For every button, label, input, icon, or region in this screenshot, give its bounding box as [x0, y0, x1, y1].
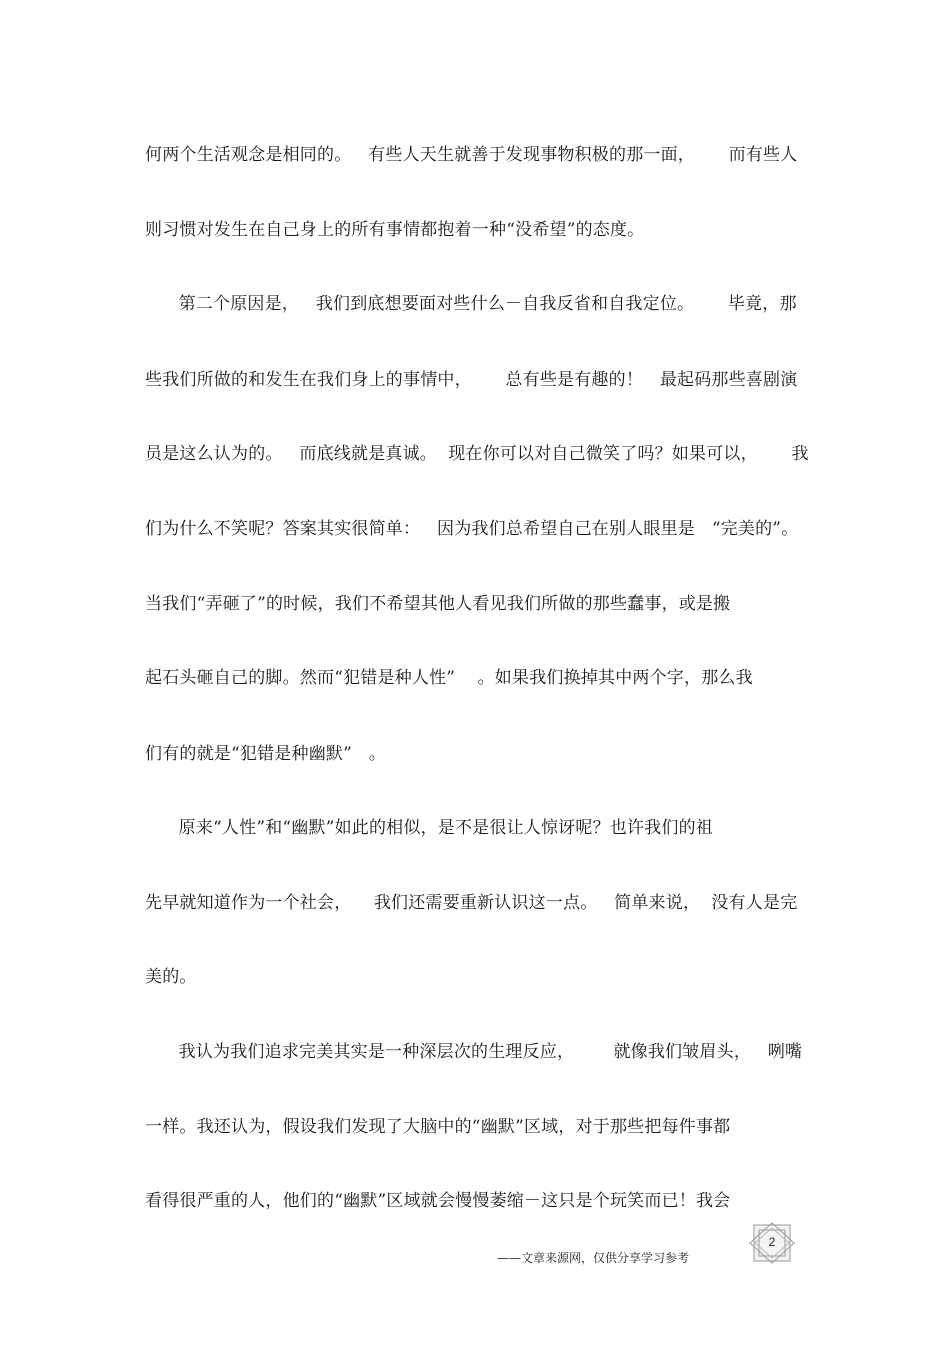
text-line: 们为什么不笑呢？答案其实很简单： 因为我们总希望自己在别人眼里是 “完美的”。 [145, 519, 799, 539]
page-number: 2 [768, 1235, 776, 1249]
text-line: 何两个生活观念是相同的。 有些人天生就善于发现事物积极的那一面， 而有些人 [145, 145, 798, 165]
page-number-badge [749, 1222, 795, 1264]
text-line: 原来“人性”和“幽默”如此的相似，是不是很让人惊讶呢？也许我们的祖 [145, 818, 713, 838]
text-line: 些我们所做的和发生在我们身上的事情中， 总有些是有趣的！ 最起码那些喜剧演 [145, 370, 798, 390]
text-line: 我认为我们追求完美其实是一种深层次的生理反应， 就像我们皱眉头， 咧嘴 [145, 1042, 803, 1062]
text-line: 则习惯对发生在自己身上的所有事情都抱着一种“没希望”的态度。 [145, 220, 645, 240]
text-line: 美的。 [145, 967, 197, 987]
text-line: 当我们“弄砸了”的时候，我们不希望其他人看见我们所做的那些蠢事，或是搬 [145, 594, 731, 614]
text-line: 看得很严重的人，他们的“幽默”区域就会慢慢萎缩－这只是个玩笑而已！我会 [145, 1191, 731, 1211]
text-line: 一样。我还认为，假设我们发现了大脑中的“幽默”区域，对于那些把每件事都 [145, 1117, 731, 1137]
text-line: 先早就知道作为一个社会， 我们还需要重新认识这一点。 简单来说， 没有人是完 [145, 893, 798, 913]
text-line: 第二个原因是， 我们到底想要面对些什么－自我反省和自我定位。 毕竟，那 [145, 294, 797, 314]
text-line: 员是这么认为的。 而底线就是真诚。 现在你可以对自己微笑了吗？如果可以， 我 [145, 444, 809, 464]
text-line: 们有的就是“犯错是种幽默” 。 [145, 744, 386, 764]
footer-source-note: ——文章来源网，仅供分享学习参考 [497, 1251, 690, 1265]
text-line: 起石头砸自己的脚。然而“犯错是种人性” 。如果我们换掉其中两个字，那么我 [145, 668, 753, 688]
